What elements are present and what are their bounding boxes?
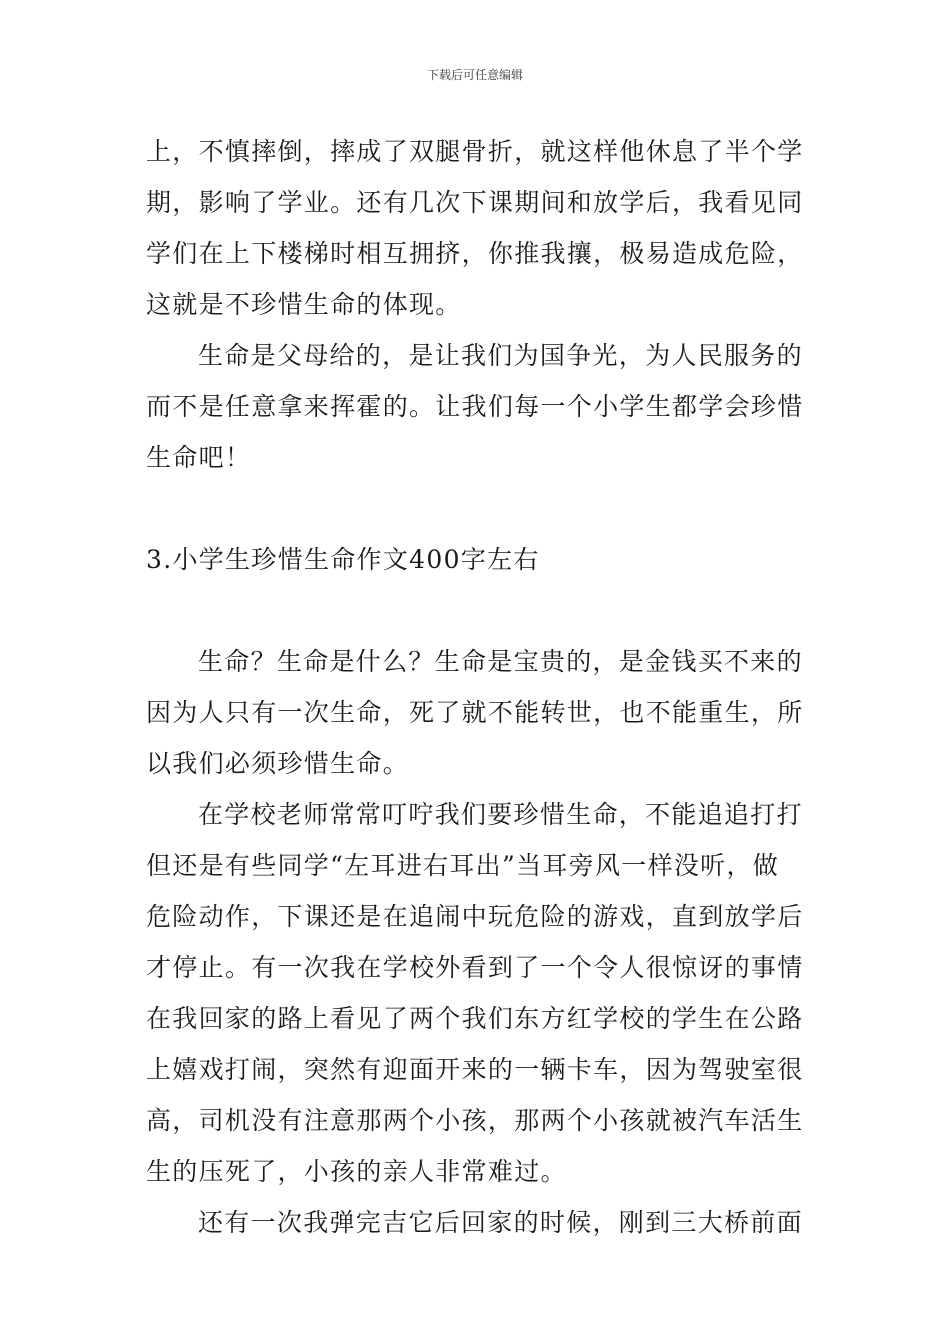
paragraph-start-line: 在学校老师常常叮咛我们要珍惜生命，不能追追打打 <box>198 800 803 829</box>
paragraph-start-line: 生命是父母给的，是让我们为国争光，为人民服务的 <box>198 341 803 370</box>
page-header: 下载后可任意编辑 <box>426 68 523 82</box>
text-line: 上嬉戏打闹，突然有迎面开来的一辆卡车，因为驾驶室很 <box>146 1055 804 1084</box>
text-line: 期，影响了学业。还有几次下课期间和放学后，我看见同 <box>146 188 804 217</box>
text-line: 但还是有些同学“左耳进右耳出”当耳旁风一样没听，做 <box>146 851 780 880</box>
paragraph-start-line: 生命？生命是什么？生命是宝贵的，是金钱买不来的 <box>198 647 803 676</box>
text-line: 这就是不珍惜生命的体现。 <box>146 290 462 319</box>
text-line: 因为人只有一次生命，死了就不能转世，也不能重生，所 <box>146 698 804 727</box>
text-line: 才停止。有一次我在学校外看到了一个令人很惊讶的事情 <box>146 953 804 982</box>
document-body <box>146 126 806 1248</box>
text-line: 生命吧！ <box>146 443 252 472</box>
text-line: 生的压死了，小孩的亲人非常难过。 <box>146 1157 567 1186</box>
text-line: 高，司机没有注意那两个小孩，那两个小孩就被汽车活生 <box>146 1106 804 1135</box>
text-line: 以我们必须珍惜生命。 <box>146 749 410 778</box>
text-line: 上，不慎摔倒，摔成了双腿骨折，就这样他休息了半个学 <box>146 137 804 166</box>
blank-line <box>146 483 806 534</box>
text-line: 而不是任意拿来挥霍的。让我们每一个小学生都学会珍惜 <box>146 392 804 421</box>
text-line: 危险动作，下课还是在追闹中玩危险的游戏，直到放学后 <box>146 902 804 931</box>
text-line: 在我回家的路上看见了两个我们东方红学校的学生在公路 <box>146 1004 804 1033</box>
text-line: 学们在上下楼梯时相互拥挤，你推我攘，极易造成危险， <box>146 239 804 268</box>
paragraph-start-line: 还有一次我弹完吉它后回家的时候，刚到三大桥前面 <box>198 1208 803 1237</box>
blank-line <box>146 585 806 636</box>
section-heading: 3.小学生珍惜生命作文400字左右 <box>146 545 540 574</box>
